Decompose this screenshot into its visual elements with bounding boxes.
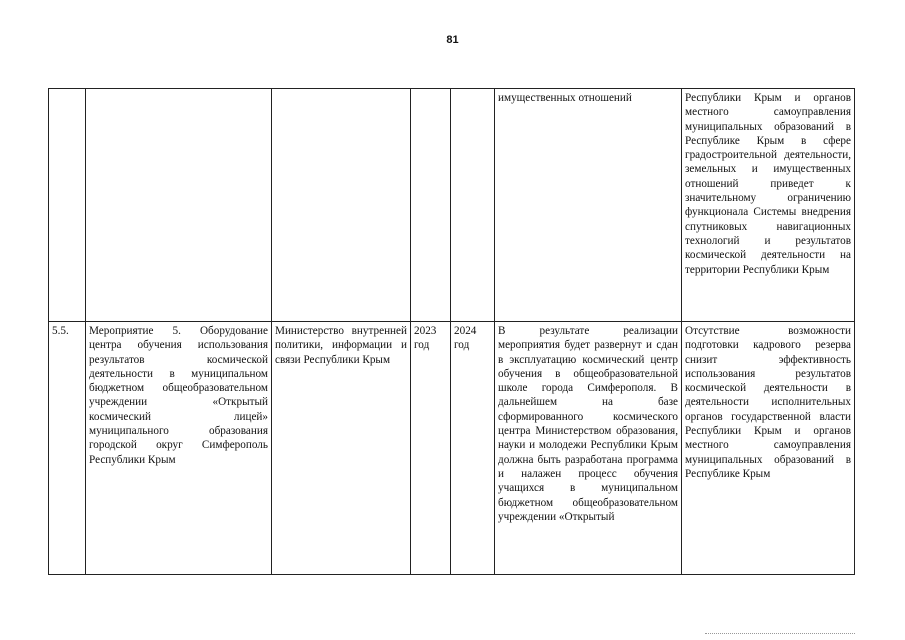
consequence-cell: Республики Крым и органов местного самоуправления муниципальных образований в Республике Крым в сфере градостроительной деятельности, земельных и имущественных отношений приведет к значительному ограничению функционала Системы внедрения спутниковых навигационных технологий и результатов космической деятельности на территории Республики Крым <box>682 89 855 322</box>
row-number-cell: 5.5. <box>49 322 86 575</box>
start-year-cell: 2023 год <box>411 322 451 575</box>
consequence-cell: Отсутствие возможности подготовки кадрового резерва снизит эффективность использования результатов космической деятельности в деятельности исполнительных органов государственной власти Республики Крым и органов местного самоуправления муниципальных образований в Республике Крым <box>682 322 855 575</box>
table-row <box>49 89 855 322</box>
table-row <box>49 322 855 575</box>
result-cell: имущественных отношений <box>495 89 682 322</box>
measure-cell: Мероприятие 5. Оборудование центра обучения использования результатов космической деятельности в муниципальном бюджетном общеобразовательном учреждении «Открытый космический лицей» муниципального образования городской округ Симферополь Республики Крым <box>86 322 272 575</box>
start-year-cell <box>411 89 451 322</box>
executor-cell <box>272 89 411 322</box>
scan-artifact-line <box>705 633 855 636</box>
end-year-cell: 2024 год <box>451 322 495 575</box>
executor-cell: Министерство внутренней политики, информации и связи Республики Крым <box>272 322 411 575</box>
end-year-cell <box>451 89 495 322</box>
measures-table <box>48 88 855 575</box>
row-number-cell <box>49 89 86 322</box>
result-cell: В результате реализации мероприятия будет развернут и сдан в эксплуатацию космический центр обучения в общеобразовательной школе города Симферополя. В дальнейшем на базе сформированного космического центра Министерством образования, науки и молодежи Республики Крым должна быть разработана программа и налажен процесс обучения учащихся в муниципальном бюджетном общеобразовательном учреждении «Открытый <box>495 322 682 575</box>
measure-cell <box>86 89 272 322</box>
page-number: 81 <box>446 34 459 46</box>
